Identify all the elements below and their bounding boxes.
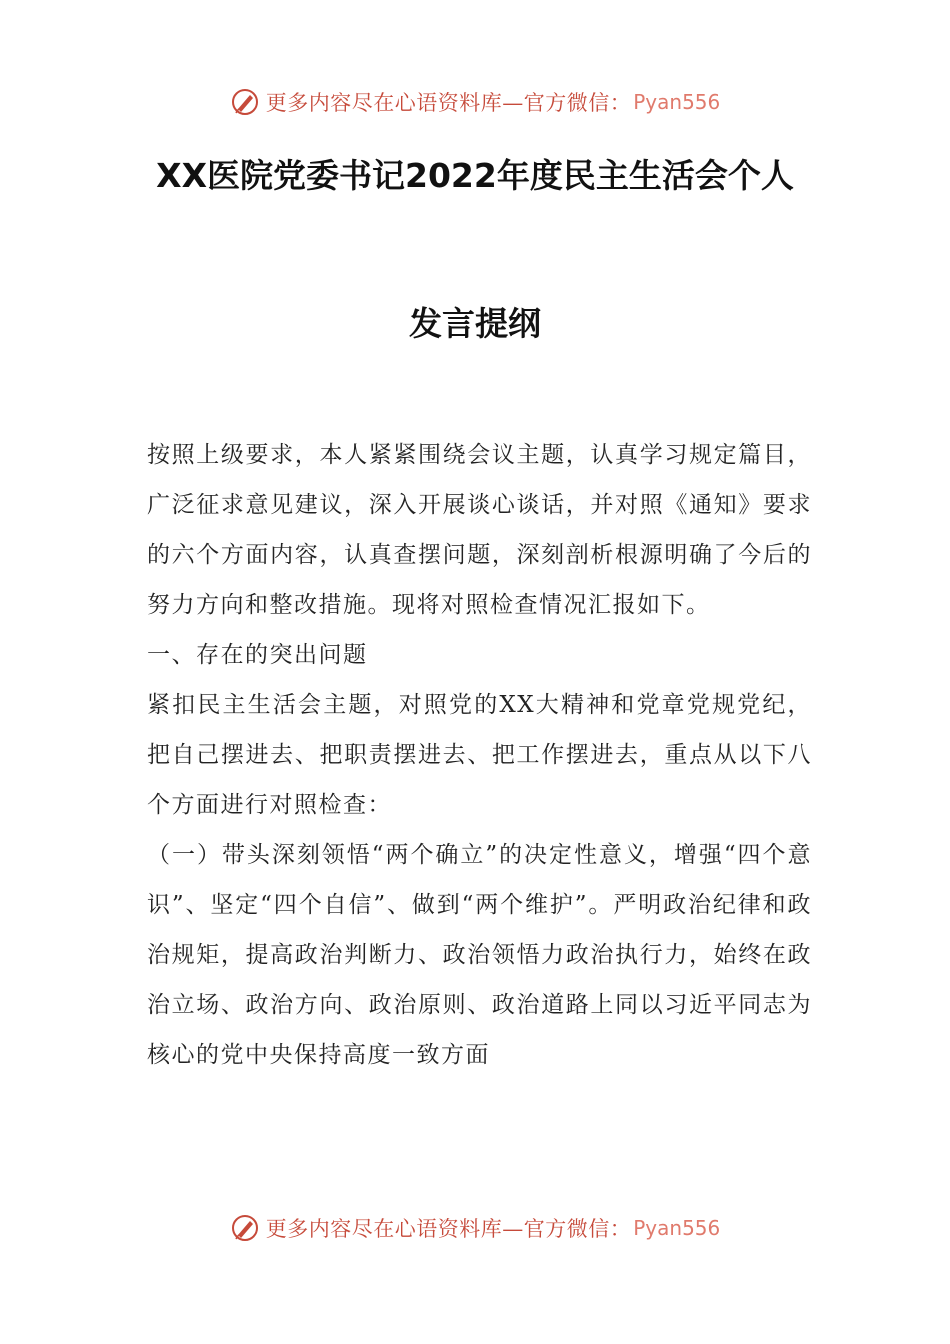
- item-one-paragraph: （一）带头深刻领悟“两个确立”的决定性意义，增强“四个意识”、坚定“四个自信”、做到“两个维护”。严明政治纪律和政治规矩，提高政治判断力、政治领悟力政治执行力，始终在政治立场、政治方向、政治原则、政治道路上同以习近平同志为核心的党中央保持高度一致方面: [147, 842, 812, 1068]
- document-title-line-2: 发言提纲: [409, 304, 541, 343]
- section-heading: 一、存在的突出问题: [147, 642, 368, 668]
- banner-wechat-handle: Pyan556: [633, 1216, 721, 1240]
- section-intro-paragraph: 紧扣民主生活会主题，对照党的XX大精神和党章党规党纪，把自己摆进去、把职责摆进去、把工作摆进去，重点从以下八个方面进行对照检查：: [147, 692, 812, 818]
- fountain-pen-logo-icon: [230, 1213, 260, 1243]
- document-body: [147, 430, 812, 1080]
- footer-watermark-banner: [0, 1208, 950, 1248]
- document-title-line-1: XX医院党委书记2022年度民主生活会个人: [156, 156, 794, 195]
- fountain-pen-logo-icon: [230, 87, 260, 117]
- banner-text: 更多内容尽在心语资料库—官方微信：: [265, 1217, 632, 1241]
- intro-paragraph: 按照上级要求，本人紧紧围绕会议主题，认真学习规定篇目，广泛征求意见建议，深入开展谈心谈话，并对照《通知》要求的六个方面内容，认真查摆问题，深刻剖析根源明确了今后的努力方向和整改措施。现将对照检查情况汇报如下。: [147, 442, 812, 618]
- banner-text: 更多内容尽在心语资料库—官方微信：: [265, 91, 632, 115]
- banner-wechat-handle: Pyan556: [633, 90, 721, 114]
- header-watermark-banner: [0, 82, 950, 122]
